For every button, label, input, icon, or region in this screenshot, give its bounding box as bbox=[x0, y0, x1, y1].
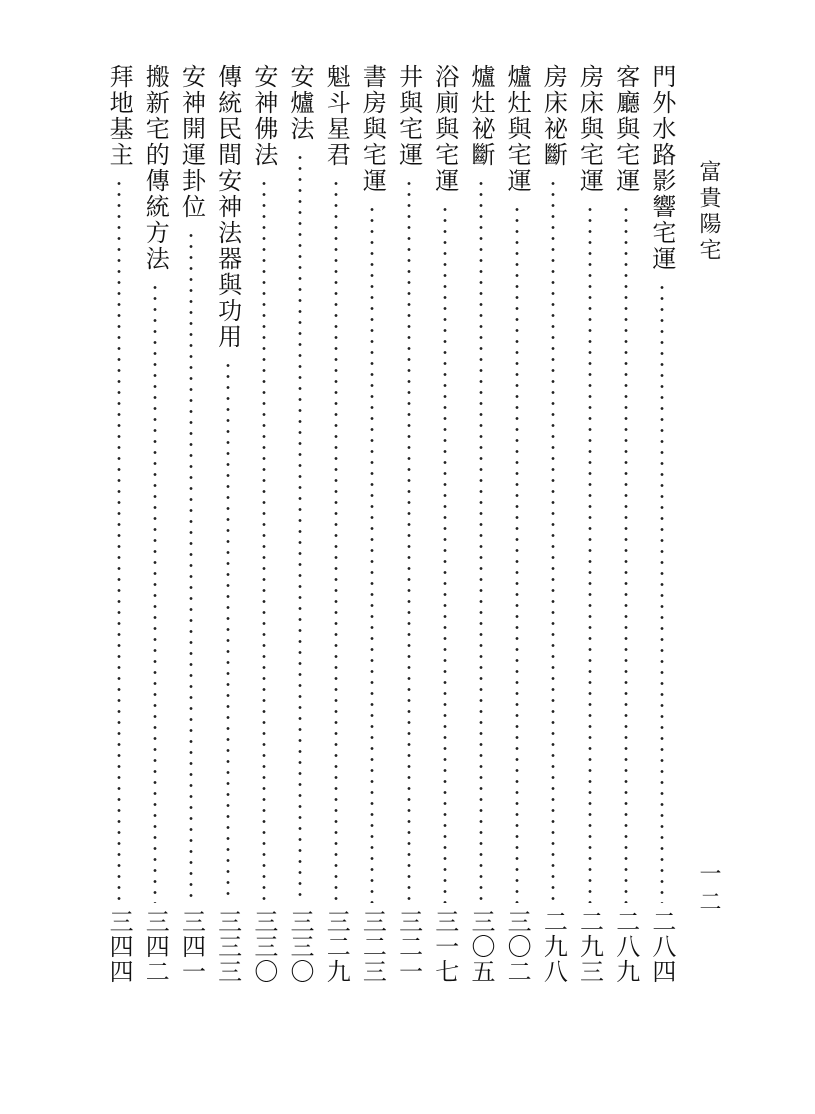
toc-entry[interactable] bbox=[535, 64, 571, 984]
dot-leader bbox=[262, 178, 266, 903]
toc-entry-title: 房床與宅運 bbox=[575, 64, 604, 194]
toc-entry[interactable] bbox=[571, 64, 607, 984]
toc-entry[interactable] bbox=[318, 64, 354, 984]
toc-entry-title: 房床祕斷 bbox=[539, 64, 568, 168]
toc-entry[interactable] bbox=[391, 64, 427, 984]
dot-leader bbox=[407, 178, 411, 903]
toc-entry-title: 拜地基主 bbox=[105, 64, 134, 168]
toc-entry-title: 爐灶與宅運 bbox=[503, 64, 532, 194]
dot-leader bbox=[153, 282, 157, 903]
toc-entry[interactable] bbox=[644, 64, 680, 984]
toc-entry[interactable] bbox=[282, 64, 318, 984]
toc-entry-title: 爐灶祕斷 bbox=[466, 64, 495, 168]
dot-leader bbox=[189, 230, 193, 903]
toc-entry-page: 三二九 bbox=[322, 909, 351, 984]
toc-entry[interactable] bbox=[463, 64, 499, 984]
dot-leader bbox=[551, 178, 555, 903]
toc-entry-page: 二八九 bbox=[611, 909, 640, 984]
toc-entry-title: 搬新宅的傳統方法 bbox=[141, 64, 170, 272]
toc-entry-page: 二八四 bbox=[647, 909, 676, 984]
toc-entry-page: 三三〇 bbox=[286, 909, 315, 984]
dot-leader bbox=[588, 204, 592, 903]
toc-entry[interactable] bbox=[608, 64, 644, 984]
toc-entry[interactable] bbox=[246, 64, 282, 984]
toc-entry[interactable] bbox=[427, 64, 463, 984]
toc-entry-title: 安爐法 bbox=[286, 64, 315, 142]
toc-entry-title: 書房與宅運 bbox=[358, 64, 387, 194]
dot-leader bbox=[298, 152, 302, 903]
toc-entry-title: 井與宅運 bbox=[394, 64, 423, 168]
dot-leader bbox=[624, 204, 628, 903]
toc-entry-title: 門外水路影響宅運 bbox=[647, 64, 676, 272]
toc-entry-page: 三二一 bbox=[394, 909, 423, 984]
toc-entry-title: 客廳與宅運 bbox=[611, 64, 640, 194]
toc-entry[interactable] bbox=[101, 64, 137, 984]
running-head-title: 富貴陽宅 bbox=[696, 160, 721, 264]
toc-entry[interactable] bbox=[354, 64, 390, 984]
toc-entry-page: 二九八 bbox=[539, 909, 568, 984]
toc-entry-title: 傳統民間安神法器與功用 bbox=[213, 64, 242, 350]
toc-entry-page: 三三三 bbox=[213, 909, 242, 984]
table-of-contents bbox=[100, 64, 680, 984]
toc-entry-page: 三一七 bbox=[430, 909, 459, 984]
dot-leader bbox=[334, 178, 338, 903]
dot-leader bbox=[660, 282, 664, 903]
toc-entry-title: 安神佛法 bbox=[249, 64, 278, 168]
toc-entry-page: 三三〇 bbox=[249, 909, 278, 984]
toc-entry-page: 三〇二 bbox=[503, 909, 532, 984]
toc-entry-page: 三四四 bbox=[105, 909, 134, 984]
dot-leader bbox=[443, 204, 447, 903]
page-number: 一二 bbox=[696, 862, 721, 918]
toc-entry[interactable] bbox=[137, 64, 173, 984]
toc-entry[interactable] bbox=[499, 64, 535, 984]
toc-entry-page: 二九三 bbox=[575, 909, 604, 984]
dot-leader bbox=[370, 204, 374, 903]
toc-entry-page: 三〇五 bbox=[466, 909, 495, 984]
dot-leader bbox=[515, 204, 519, 903]
toc-entry-title: 魁斗星君 bbox=[322, 64, 351, 168]
dot-leader bbox=[226, 360, 230, 903]
toc-entry-page: 三四一 bbox=[177, 909, 206, 984]
dot-leader bbox=[117, 178, 121, 903]
toc-entry-title: 浴廁與宅運 bbox=[430, 64, 459, 194]
toc-entry[interactable] bbox=[210, 64, 246, 984]
toc-entry[interactable] bbox=[173, 64, 209, 984]
dot-leader bbox=[479, 178, 483, 903]
toc-entry-page: 三四二 bbox=[141, 909, 170, 984]
toc-entry-title: 安神開運卦位 bbox=[177, 64, 206, 220]
toc-entry-page: 三二三 bbox=[358, 909, 387, 984]
